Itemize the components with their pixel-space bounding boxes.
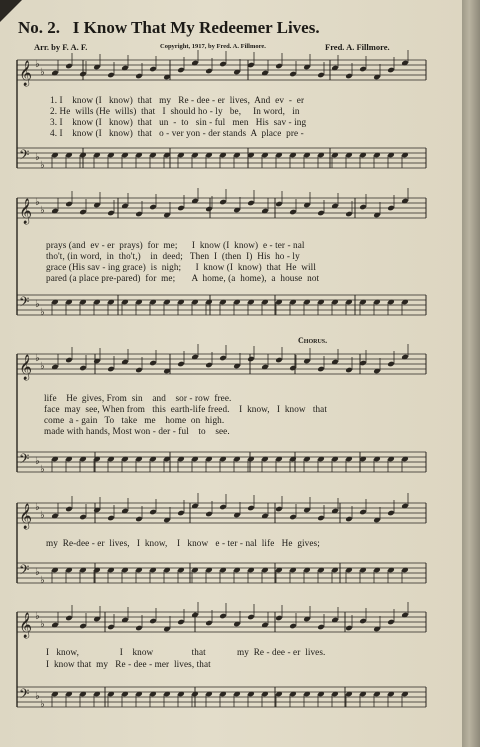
flat-icon: ♭ — [35, 197, 40, 208]
lyric-line: face may see, When from this earth-life freed. I know, I know that — [44, 404, 328, 414]
hymn-title-text: I Know That My Redeemer Lives. — [72, 18, 320, 37]
lyric-line: prays (and ev - er prays) for me; I know (I know) e - ter - nal — [46, 240, 305, 250]
lyric-line: 2. He wills (He wills) that I should ho - ly be, In word, in — [50, 106, 300, 116]
flat-icon: ♭ — [35, 611, 40, 622]
chorus-label: Chorus. — [298, 336, 328, 345]
lyric-line: come a - gain To take me home on high. — [44, 415, 225, 425]
flat-icon: ♭ — [35, 152, 40, 163]
composer-credit: Fred. A. Fillmore. — [325, 42, 390, 52]
lyric-line: I know that my Re - dee - mer lives, that — [46, 659, 211, 669]
flat-icon: ♭ — [40, 307, 45, 318]
flat-icon: ♭ — [40, 361, 45, 372]
bass-clef-icon: 𝄢 — [19, 451, 30, 470]
flat-icon: ♭ — [35, 502, 40, 513]
lyric-line: 3. I know (I know) that un - to sin - ful men His sav - ing — [50, 117, 307, 127]
bass-clef-icon: 𝄢 — [19, 147, 30, 166]
hymn-number: No. 2. — [18, 18, 61, 37]
flat-icon: ♭ — [40, 160, 45, 171]
lyric-line: I know, I know that my Re - dee - er lives. — [46, 647, 326, 657]
lyric-line: tho't, (in word, in tho't,) in deed; Then I (then I) His ho - ly — [46, 251, 300, 261]
treble-clef-icon: 𝄞 — [19, 199, 33, 224]
lyric-line: 1. I know (I know) that my Re - dee - er lives, And ev - er — [50, 95, 305, 105]
flat-icon: ♭ — [35, 59, 40, 70]
flat-icon: ♭ — [40, 699, 45, 710]
flat-icon: ♭ — [40, 67, 45, 78]
copyright-notice: Copyright, 1917, by Fred. A. Fillmore. — [160, 43, 266, 50]
treble-clef-icon: 𝄞 — [19, 61, 33, 86]
flat-icon: ♭ — [35, 353, 40, 364]
lyric-line: 4. I know (I know) that o - ver yon - der stands A place pre - — [50, 128, 304, 138]
lyric-line: pared (a place pre-pared) for me; A home, (a home), a house not — [46, 273, 320, 283]
flat-icon: ♭ — [35, 691, 40, 702]
lyric-line: made with hands, Most won - der - ful to see. — [44, 426, 230, 436]
flat-icon: ♭ — [40, 510, 45, 521]
flat-icon: ♭ — [40, 205, 45, 216]
flat-icon: ♭ — [40, 575, 45, 586]
flat-icon: ♭ — [40, 619, 45, 630]
flat-icon: ♭ — [40, 464, 45, 475]
flat-icon: ♭ — [35, 567, 40, 578]
treble-clef-icon: 𝄞 — [19, 613, 33, 638]
bass-clef-icon: 𝄢 — [19, 294, 30, 313]
flat-icon: ♭ — [35, 456, 40, 467]
flat-icon: ♭ — [35, 299, 40, 310]
page-edge — [462, 0, 480, 747]
bass-clef-icon: 𝄢 — [19, 686, 30, 705]
lyric-line: life He gives, From sin and sor - row free. — [44, 393, 232, 403]
treble-clef-icon: 𝄞 — [19, 355, 33, 380]
arranger-credit: Arr. by F. A. F. — [34, 42, 88, 52]
treble-clef-icon: 𝄞 — [19, 504, 33, 529]
bass-clef-icon: 𝄢 — [19, 562, 30, 581]
lyric-line: my Re-dee - er lives, I know, I know e - ter - nal life He gives; — [46, 538, 320, 548]
lyric-line: grace (His sav - ing grace) is nigh; I know (I know) that He will — [46, 262, 316, 272]
